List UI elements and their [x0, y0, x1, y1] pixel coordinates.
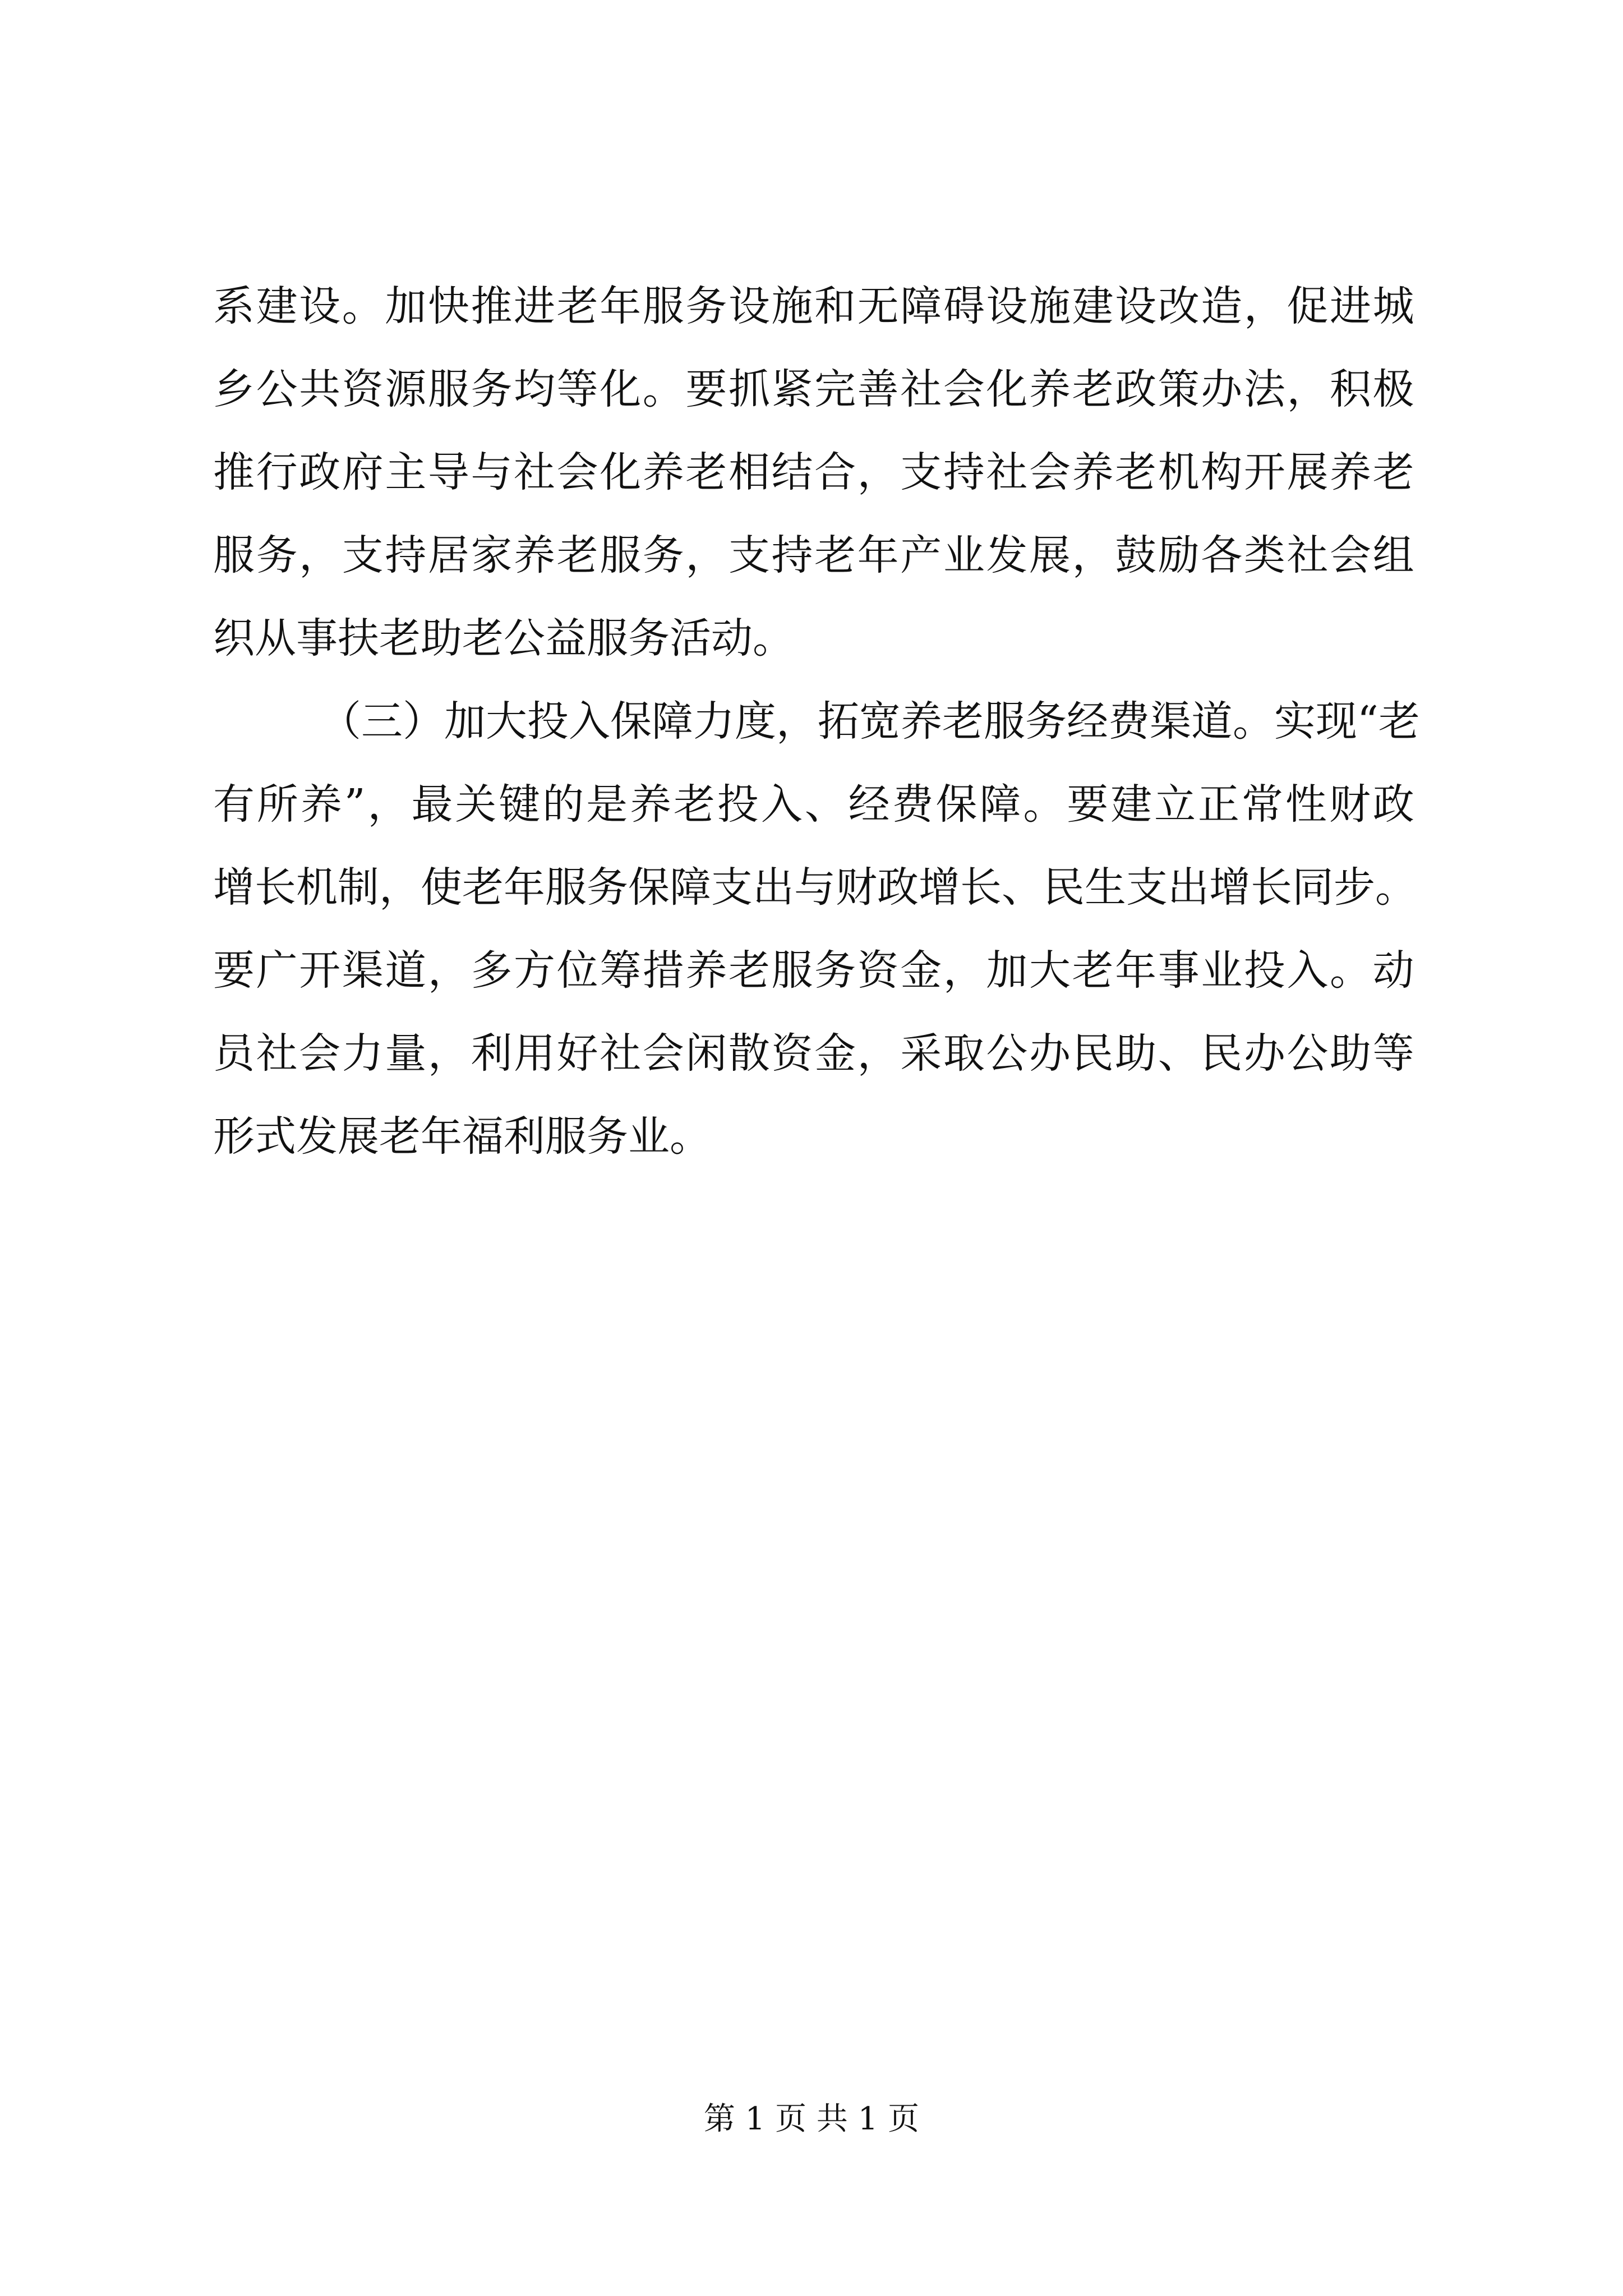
- document-body: [213, 265, 1420, 1178]
- text-line: 服 务 ， 支 持 居 家 养 老 服 务 ， 支 持 老 年 产 业 发 展 ， 鼓 励 各 类 社 会 组: [213, 531, 1414, 579]
- page-number-footer: 第 1 页 共 1 页: [703, 2101, 920, 2137]
- text-line: 织从事扶老助老公益服务活动。: [213, 614, 794, 662]
- text-line: 乡 公 共 资 源 服 务 均 等 化 。 要 抓 紧 完 善 社 会 化 养 老 政 策 办 法 ， 积 极: [213, 365, 1414, 413]
- text-line: 推 行 政 府 主 导 与 社 会 化 养 老 相 结 合 ， 支 持 社 会 养 老 机 构 开 展 养 老: [213, 448, 1414, 496]
- text-line: 形式发展老年福利服务业。: [213, 1112, 711, 1161]
- text-line: 有 所 养 ” ， 最 关 键 的 是 养 老 投 入 、 经 费 保 障 。 要 建 立 正 常 性 财 政: [213, 780, 1414, 829]
- text-line: 要 广 开 渠 道 ， 多 方 位 筹 措 养 老 服 务 资 金 ， 加 大 老 年 事 业 投 入 。 动: [213, 946, 1414, 995]
- text-line: 员 社 会 力 量 ， 利 用 好 社 会 闲 散 资 金 ， 采 取 公 办 民 助 、 民 办 公 助 等: [213, 1029, 1414, 1078]
- text-line: （ 三 ） 加 大 投 入 保 障 力 度 ， 拓 宽 养 老 服 务 经 费 渠 道 。 实 现 “ 老: [320, 697, 1420, 746]
- text-line: 系 建 设 。 加 快 推 进 老 年 服 务 设 施 和 无 障 碍 设 施 建 设 改 造 ， 促 进 城: [213, 282, 1414, 330]
- text-line: 增 长 机 制 ， 使 老 年 服 务 保 障 支 出 与 财 政 增 长 、 民 生 支 出 增 长 同 步 。: [213, 863, 1417, 912]
